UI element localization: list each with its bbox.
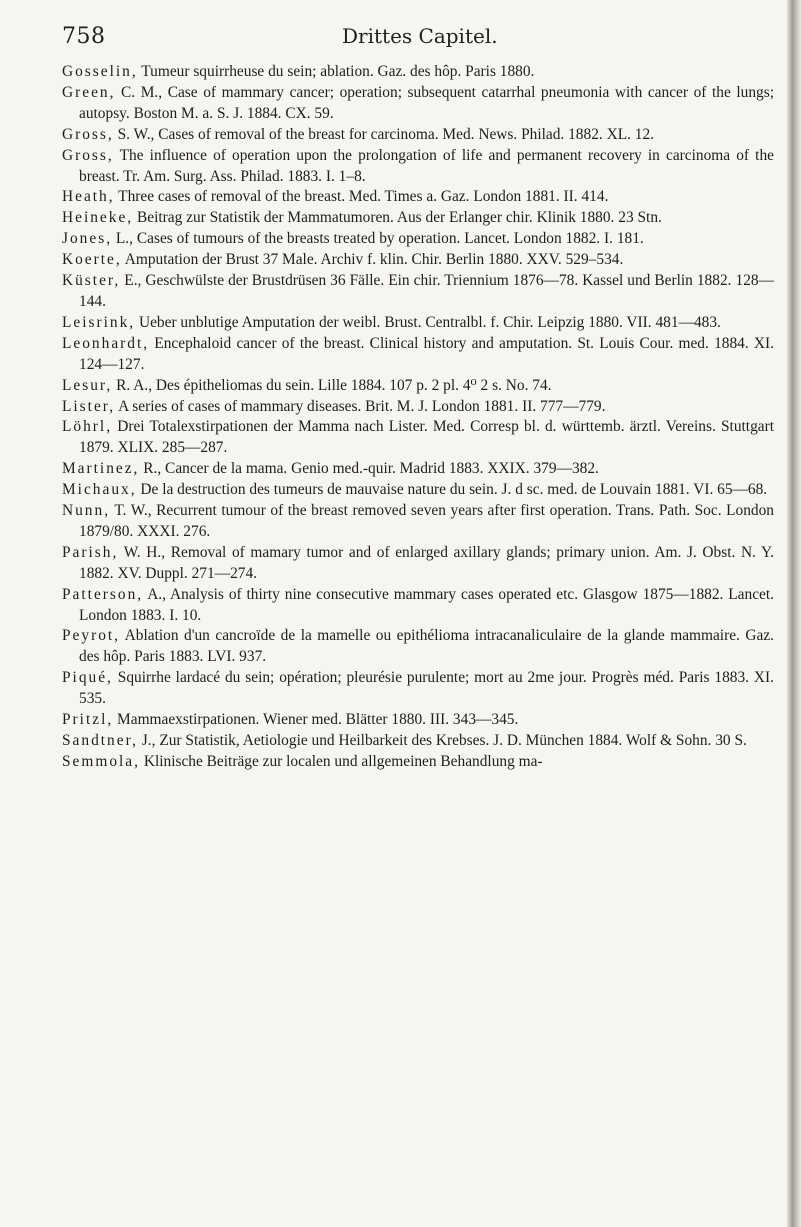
bibliography-entry (62, 334, 774, 376)
entry-text: Squirrhe lardacé du sein; opération; pleurésie purulente; mort au 2me jour. Progrès méd. Paris 1883. XI. 535. (79, 669, 774, 708)
bibliography-entry (62, 83, 774, 125)
bibliography-entry (62, 250, 774, 271)
page-edge-shadow (787, 0, 801, 1227)
entry-author: Patterson, (62, 585, 144, 603)
entry-text: A series of cases of mammary diseases. Brit. M. J. London 1881. II. 777—779. (115, 397, 606, 415)
entry-author: Martinez, (62, 460, 140, 478)
bibliography-entry (62, 543, 774, 585)
entry-author: Gross, (62, 125, 114, 143)
entry-text: Encephaloid cancer of the breast. Clinical history and amputation. St. Louis Cour. med. 1884. XI. 124—127. (79, 334, 774, 373)
entry-text: R. A., Des épitheliomas du sein. Lille 1884. 107 p. 2 pl. 4⁰ 2 s. No. 74. (112, 376, 552, 394)
entry-author: Piqué, (62, 669, 113, 687)
bibliography-entry (62, 397, 774, 418)
bibliography-entry (62, 62, 774, 83)
running-title: Drittes Capitel. (342, 24, 498, 48)
page-header (62, 20, 762, 60)
entry-author: Lister, (62, 397, 116, 415)
entry-author: Jones, (62, 230, 113, 248)
bibliography-entry (62, 146, 774, 188)
entry-text: L., Cases of tumours of the breasts treated by operation. Lancet. London 1882. I. 181. (112, 230, 644, 248)
bibliography-entry (62, 626, 774, 668)
bibliography-entry (62, 731, 774, 752)
entry-text: Mammaexstirpationen. Wiener med. Blätter 1880. III. 343—345. (113, 711, 519, 729)
entry-text: Amputation der Brust 37 Male. Archiv f. klin. Chir. Berlin 1880. XXV. 529–534. (121, 251, 624, 269)
entry-author: Löhrl, (62, 418, 113, 436)
entry-text: Three cases of removal of the breast. Med. Times a. Gaz. London 1881. II. 414. (114, 188, 609, 206)
entry-text: Beitrag zur Statistik der Mammatumoren. Aus der Erlanger chir. Klinik 1880. 23 Stn. (133, 209, 662, 227)
entry-text: C. M., Case of mammary cancer; operation; subsequent catarrhal pneumonia with cancer of the lungs; autopsy. Boston M. a. S. J. 1884. CX. 59. (79, 83, 774, 122)
entry-text: R., Cancer de la mama. Genio med.-quir. Madrid 1883. XXIX. 379—382. (139, 460, 599, 478)
page-number: 758 (62, 24, 106, 49)
entry-text: Ablation d'un cancroïde de la mamelle ou epithélioma intracanaliculaire de la glande mammaire. Gaz. des hôp. Paris 1883. LVI. 937. (79, 627, 774, 666)
entry-text: A., Analysis of thirty nine consecutive mammary cases operated etc. Glasgow 1875—1882. Lancet. London 1883. I. 10. (79, 585, 774, 624)
entry-author: Lesur, (62, 376, 113, 394)
entry-author: Heath, (62, 188, 115, 206)
entry-text: J., Zur Statistik, Aetiologie und Heilbarkeit des Krebses. J. D. München 1884. Wolf & Sohn. 30 S. (137, 732, 747, 749)
entry-author: Pritzl, (62, 711, 114, 729)
entry-text: The influence of operation upon the prolongation of life and permanent recovery in carcinoma of the breast. Tr. Am. Surg. Ass. Philad. 1883. I. 1–8. (79, 146, 774, 185)
entry-author: Michaux, (62, 481, 137, 499)
entry-author: Koerte, (62, 251, 122, 269)
bibliography-entry (62, 480, 774, 501)
entry-author: Semmola, (62, 752, 140, 770)
entry-text: E., Geschwülste der Brustdrüsen 36 Fälle. Ein chir. Triennium 1876—78. Kassel und Berlin 1882. 128—144. (79, 272, 774, 310)
entry-author: Gosselin, (62, 63, 138, 80)
entry-author: Gross, (62, 146, 114, 164)
bibliography-entry (62, 208, 774, 229)
entry-author: Heineke, (62, 209, 134, 227)
bibliography-entry (62, 710, 774, 731)
bibliography-entry (62, 229, 774, 250)
entry-author: Küster, (62, 272, 121, 290)
bibliography-entry (62, 376, 774, 397)
bibliography-entry (62, 668, 774, 710)
entry-author: Leisrink, (62, 313, 136, 331)
entry-author: Peyrot, (62, 627, 121, 645)
entry-text: Tumeur squirrheuse du sein; ablation. Gaz. des hôp. Paris 1880. (137, 63, 535, 80)
bibliography-entry (62, 125, 774, 146)
bibliography-entry (62, 187, 774, 208)
entry-text: De la destruction des tumeurs de mauvaise nature du sein. J. d sc. med. de Louvain 1881. VI. 65—68. (136, 481, 768, 499)
entry-author: Parish, (62, 543, 119, 561)
entry-author: Leonhardt, (62, 334, 150, 352)
entry-author: Green, (62, 83, 116, 101)
entry-author: Sandtner, (62, 732, 138, 749)
entry-text: Drei Totalexstirpationen der Mamma nach Lister. Med. Corresp bl. d. württemb. ärztl. Vereins. Stuttgart 1879. XLIX. 285—287. (79, 418, 774, 457)
bibliography-entry (62, 271, 774, 313)
entry-text: T. W., Recurrent tumour of the breast removed seven years after first operation. Trans. Path. Soc. London 1879/80. XXXI. 276. (79, 502, 774, 540)
entry-text: S. W., Cases of removal of the breast for carcinoma. Med. News. Philad. 1882. XL. 12. (113, 125, 655, 143)
bibliography-entry (62, 752, 774, 773)
bibliography-entry (62, 459, 774, 480)
bibliography-list (62, 62, 774, 773)
entry-author: Nunn, (62, 502, 111, 520)
entry-text: Klinische Beiträge zur localen und allgemeinen Behandlung ma- (139, 752, 543, 770)
bibliography-entry (62, 585, 774, 627)
bibliography-entry (62, 313, 774, 334)
entry-text: Ueber unblutige Amputation der weibl. Brust. Centralbl. f. Chir. Leipzig 1880. VII. 481—483. (135, 313, 721, 331)
entry-text: W. H., Removal of mamary tumor and of enlarged axillary glands; primary union. Am. J. Obst. N. Y. 1882. XV. Duppl. 271—274. (79, 543, 774, 582)
bibliography-entry (62, 501, 774, 543)
bibliography-entry (62, 417, 774, 459)
